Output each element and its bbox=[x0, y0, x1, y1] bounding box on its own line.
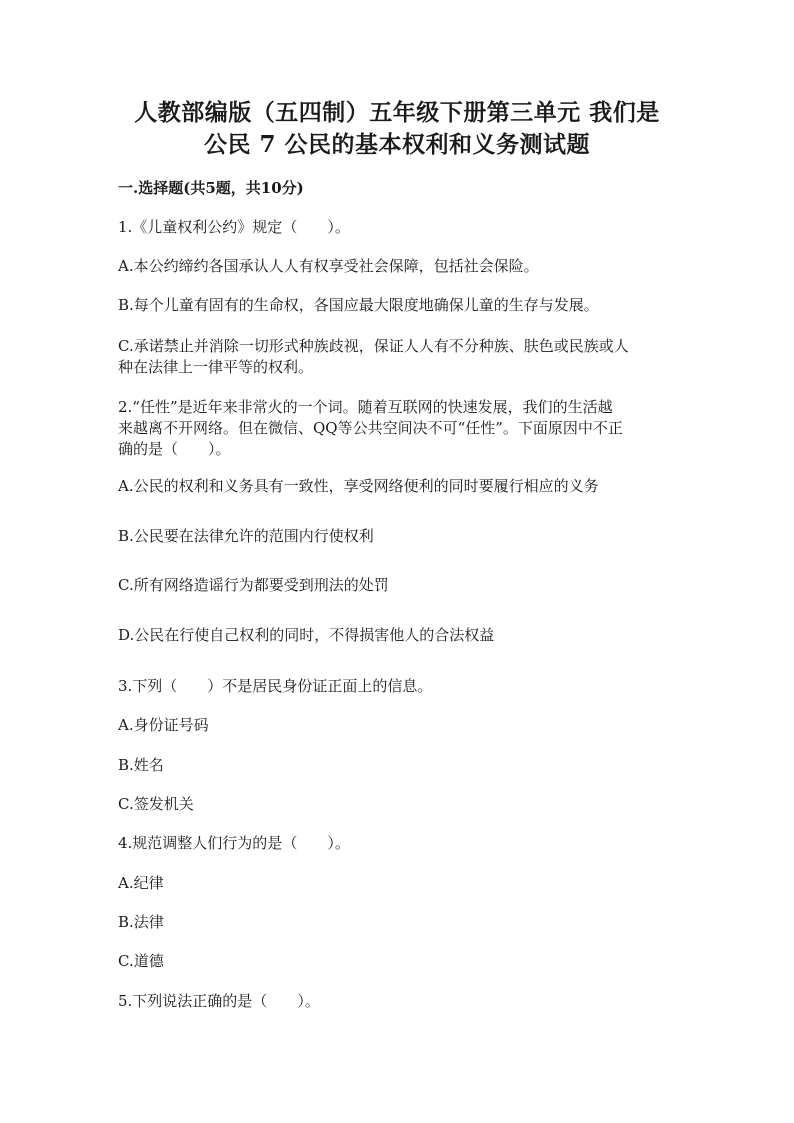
question-3-stem: 3.下列（ ）不是居民身份证正面上的信息。 bbox=[118, 677, 433, 695]
question-3-option-a: A.身份证号码 bbox=[118, 716, 209, 734]
question-4-option-b: B.法律 bbox=[118, 913, 164, 931]
question-2-option-b: B.公民要在法律允许的范围内行使权利 bbox=[118, 527, 374, 545]
question-1-option-b: B.每个儿童有固有的生命权，各国应最大限度地确保儿童的生存与发展。 bbox=[118, 296, 599, 314]
question-2-stem-cont-2: 确的是（ ）。 bbox=[118, 440, 231, 458]
question-2-stem: 2.“任性”是近年来非常火的一个词。随着互联网的快速发展，我们的生活越 bbox=[118, 398, 613, 416]
document-title-line-2: 公民 7 公民的基本权利和义务测试题 bbox=[203, 131, 591, 158]
question-1-option-a: A.本公约缔约各国承认人人有权享受社会保障，包括社会保险。 bbox=[118, 257, 539, 275]
question-4-option-a: A.纪律 bbox=[118, 874, 164, 892]
question-5-stem: 5.下列说法正确的是（ ）。 bbox=[118, 992, 320, 1010]
question-2-option-c: C.所有网络造谣行为都要受到刑法的处罚 bbox=[118, 576, 389, 594]
question-3-option-b: B.姓名 bbox=[118, 756, 164, 774]
question-1-stem: 1.《儿童权利公约》规定（ ）。 bbox=[118, 218, 350, 236]
question-1-option-c: C.承诺禁止并消除一切形式种族歧视，保证人人有不分种族、肤色或民族或人 bbox=[118, 337, 629, 355]
question-2-option-a: A.公民的权利和义务具有一致性，享受网络便利的同时要履行相应的义务 bbox=[118, 477, 599, 495]
section-heading: 一.选择题(共5题，共10分) bbox=[118, 179, 304, 197]
document-title-line-1: 人教部编版（五四制）五年级下册第三单元 我们是 bbox=[134, 99, 660, 126]
question-4-option-c: C.道德 bbox=[118, 952, 164, 970]
question-2-option-d: D.公民在行使自己权利的同时，不得损害他人的合法权益 bbox=[118, 626, 495, 644]
question-2-stem-cont-1: 来越离不开网络。但在微信、QQ等公共空间决不可“任性”。下面原因中不正 bbox=[118, 419, 623, 437]
question-1-option-c-cont: 种在法律上一律平等的权利。 bbox=[118, 358, 314, 376]
question-3-option-c: C.签发机关 bbox=[118, 795, 194, 813]
question-4-stem: 4.规范调整人们行为的是（ ）。 bbox=[118, 834, 350, 852]
